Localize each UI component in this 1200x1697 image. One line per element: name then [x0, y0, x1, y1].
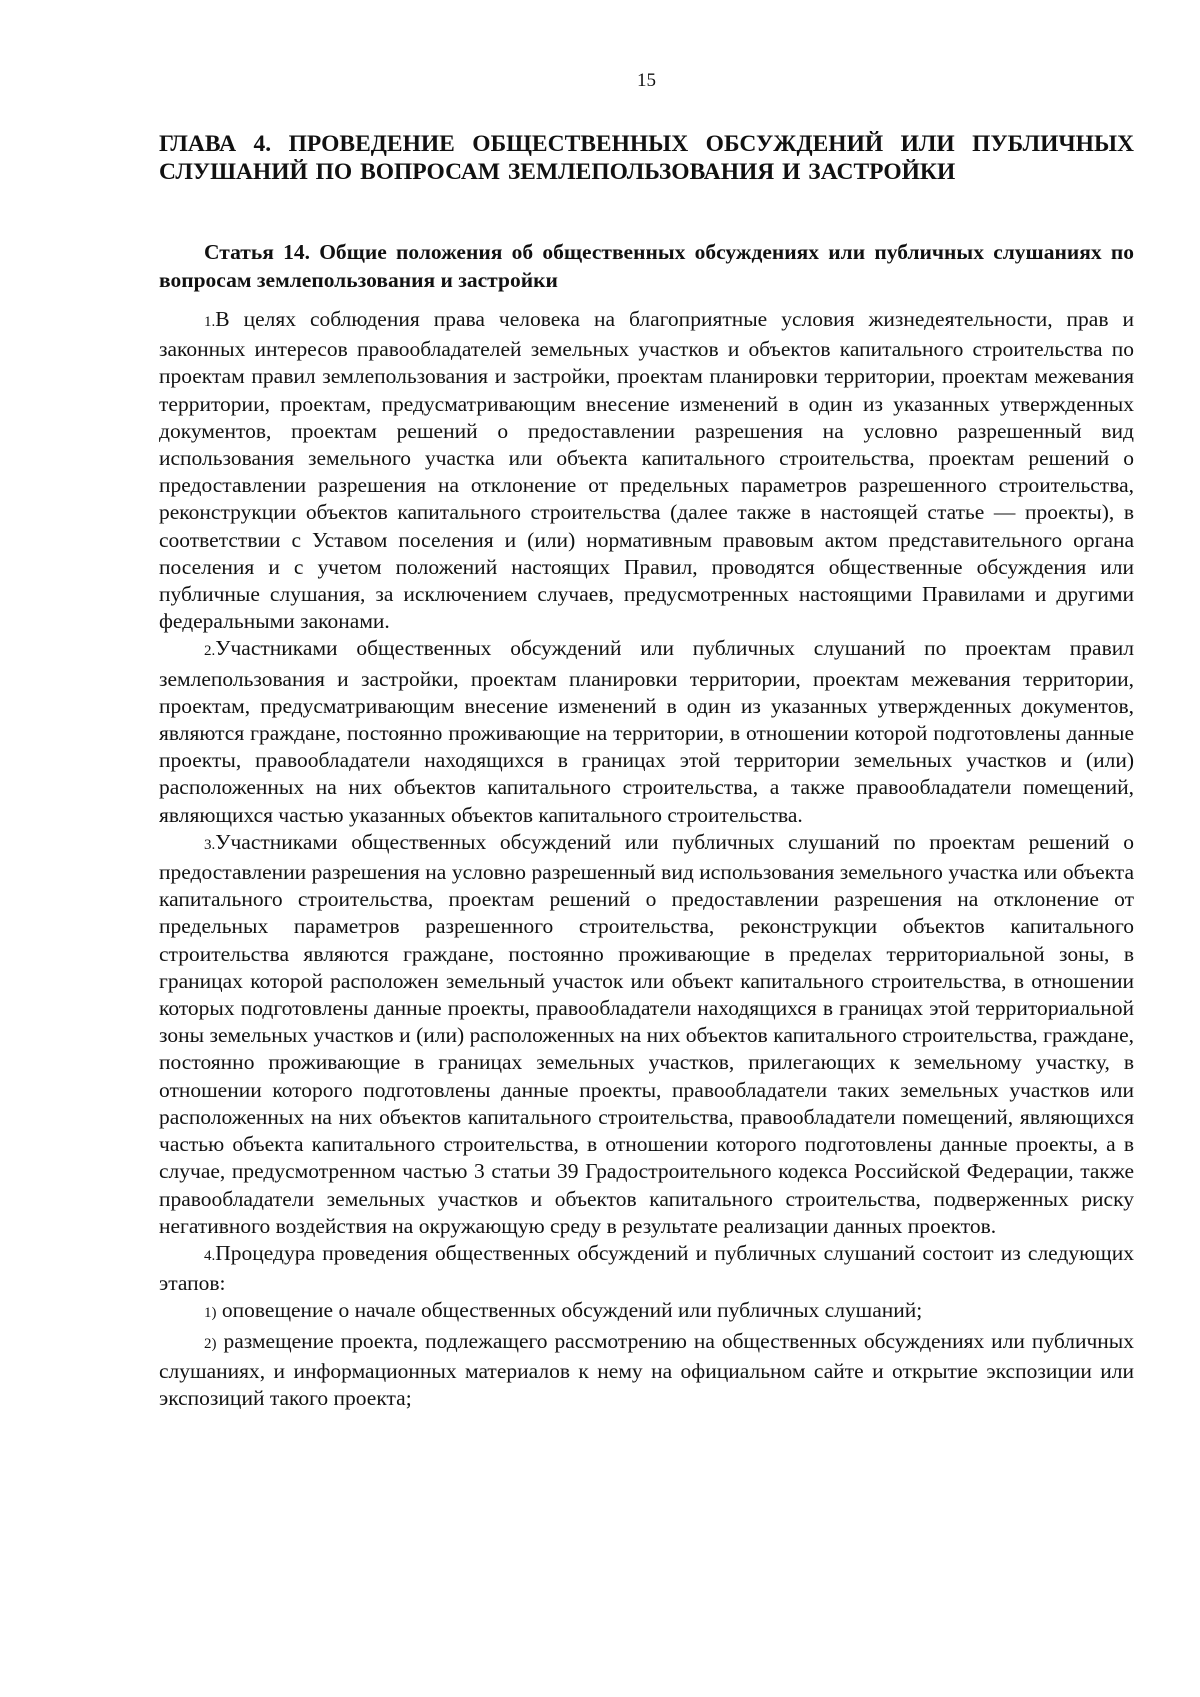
article-title: Статья 14. Общие положения об общественных обсуждениях или публичных слушаниях по вопросам землепользования и застройки	[159, 240, 1134, 292]
paragraph-2	[159, 635, 1134, 828]
paragraph-4	[159, 1240, 1134, 1297]
paragraph-text: Процедура проведения общественных обсуждений и публичных слушаний состоит из следующих этапов:	[159, 1240, 1134, 1296]
paragraph-1	[159, 306, 1134, 635]
list-item-2	[159, 1328, 1134, 1413]
list-item-number: 2)	[204, 1335, 217, 1352]
paragraph-number: 1.	[204, 314, 216, 330]
paragraph-number: 4.	[204, 1247, 216, 1264]
list-item-1	[159, 1297, 1134, 1327]
paragraph-3	[159, 829, 1134, 1240]
paragraph-text: Участниками общественных обсуждений или публичных слушаний по проектам правил землепользования и застройки, проектам планировки территории, проектам межевания территории, проектам, предусматривающим внесение изменений в один из указанных утвержденных документов, являются граждане, постоянно проживающие на территории, в отношении которой подготовлены данные проекты, правообладатели находящихся в границах этой территории земельных участков и (или) расположенных на них объектов капитального строительства, а также правообладатели помещений, являющихся частью указанных объектов капитального строительства.	[159, 636, 1134, 827]
paragraph-number: 3.	[204, 836, 216, 853]
list-item-text: оповещение о начале общественных обсуждений или публичных слушаний;	[216, 1298, 923, 1323]
article-body	[159, 306, 1134, 1412]
paragraph-text: Участниками общественных обсуждений или публичных слушаний по проектам решений о предоставлении разрешения на условно разрешенный вид использования земельного участка или объекта капитального строительства, проектам решений о предоставлении разрешения на отклонение от предельных параметров разрешенного строительства, реконструкции объектов капитального строительства являются граждане, постоянно проживающие в пределах территориальной зоны, в границах которой расположен земельный участок или объект капитального строительства, в отношении которых подготовлены данные проекты, правообладатели находящихся в границах этой территориальной зоны земельных участков и (или) расположенных на них объектов капитального строительства, граждане, постоянно проживающие в границах земельных участков, прилегающих к земельному участку, в отношении которого подготовлены данные проекты, правообладатели таких земельных участков или расположенных на них объектов капитального строительства, правообладатели помещений, являющихся частью объекта капитального строительства, в отношении которого подготовлены данные проекты, а в случае, предусмотренном частью 3 статьи 39 Градостроительного кодекса Российской Федерации, также правообладатели земельных участков и объектов капитального строительства, подверженных риску негативного воздействия на окружающую среду в результате реализации данных проектов.	[159, 829, 1134, 1238]
paragraph-number: 2.	[204, 643, 216, 660]
list-item-number: 1)	[204, 1305, 217, 1322]
page-number: 15	[637, 70, 656, 91]
list-item-text: размещение проекта, подлежащего рассмотрению на общественных обсуждениях или публичных слушаниях, и информационных материалов к нему на официальном сайте и открытие экспозиции или экспозиций такого проекта;	[159, 1328, 1134, 1410]
paragraph-text: В целях соблюдения права человека на благоприятные условия жизнедеятельности, прав и законных интересов правообладателей земельных участков и объектов капитального строительства по проектам правил землепользования и застройки, проектам планировки территории, проектам межевания территории, проектам, предусматривающим внесение изменений в один из указанных утвержденных документов, проектам решений о предоставлении разрешения на условно разрешенный вид использования земельного участка или объекта капитального строительства, проектам решений о предоставлении разрешения на отклонение от предельных параметров разрешенного строительства, реконструкции объектов капитального строительства (далее также в настоящей статье — проекты), в соответствии с Уставом поселения и (или) нормативным правовым актом представительного органа поселения и с учетом положений настоящих Правил, проводятся общественные обсуждения или публичные слушания, за исключением случаев, предусмотренных настоящими Правилами и другими федеральными законами.	[159, 307, 1134, 634]
chapter-title: ГЛАВА 4. ПРОВЕДЕНИЕ ОБЩЕСТВЕННЫХ ОБСУЖДЕНИЙ ИЛИ ПУБЛИЧНЫХ СЛУШАНИЙ ПО ВОПРОСАМ ЗЕМЛЕПОЛЬЗОВАНИЯ И ЗАСТРОЙКИ	[159, 131, 1134, 185]
